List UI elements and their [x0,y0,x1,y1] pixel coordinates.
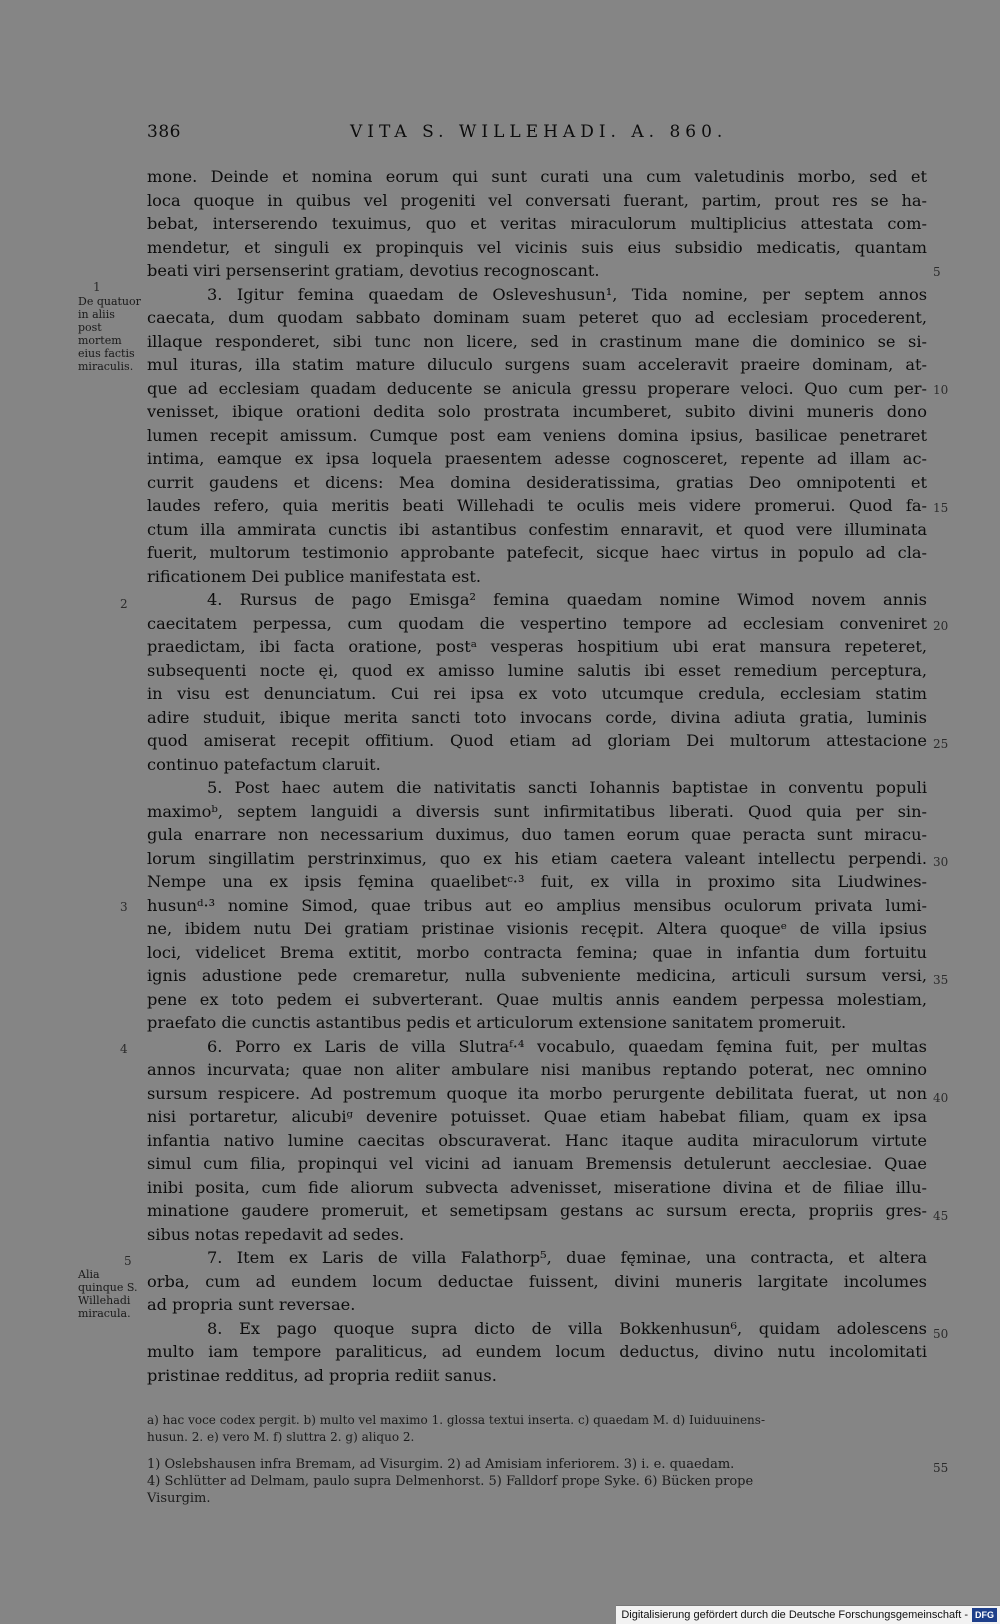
line-number: 50 [933,1327,949,1341]
text-line: ctum illa ammirata cunctis ibi astantibus confestim ennaravit, et quod vere illuminata [147,519,927,539]
apparatus-line: husun. 2. e) vero M. f) sluttra 2. g) aliquo 2. [147,1430,415,1444]
line-number: 20 [933,619,949,633]
critical-apparatus [147,1412,927,1446]
footnote-line: Visurgim. [147,1491,211,1506]
footnotes [147,1456,927,1507]
text-line: multo iam tempore paraliticus, ad eundem locum deductus, divino nutu incolomitati [147,1342,927,1361]
margin-number: 3 [120,900,128,914]
line-number: 40 [933,1091,949,1105]
text-line: laudes refero, quia meritis beati Willehadi te oculis meis videre promerui. Quod fa- [147,496,927,515]
margin-note: De quatuor in aliis post mortem eius factis miraculis. [78,295,141,373]
text-line: nisi portaretur, alicubiᵍ devenire potuisset. Quae etiam habebat filiam, quam ex ipsa [147,1107,927,1126]
margin-number: 2 [120,597,128,611]
text-line: pristinae redditus, ad propria rediit sanus. [147,1365,497,1385]
body-text [147,165,927,1387]
text-line: lumen recepit amissum. Cumque post eam veniens domina ipsius, basilicae penetraret [147,425,927,445]
text-line: husunᵈ·³ nomine Simod, quae tribus aut eo amplius mensibus oculorum privata lumi- [147,895,927,915]
text-line: inibi posita, cum fide aliorum subvecta advenisset, miseratione divina et de filiae illu- [147,1177,927,1197]
line-number: 15 [933,501,949,515]
text-line: Nempe una ex ipsis fęmina quaelibetᶜ·³ fuit, ex villa in proximo sita Liudwines- [147,872,927,891]
text-line: praefato die cunctis astantibus pedis et articulorum extensione sanitatem promeruit. [147,1013,847,1032]
dfg-logo: DFG [972,1608,997,1622]
text-line: ignis adustione pede cremaretur, nulla subveniente medicina, articuli sursum versi, [147,966,927,985]
digitization-footer [616,1605,1000,1624]
text-line: praedictam, ibi facta oratione, postᵃ vesperas hospitium ubi erat mansura repeteret, [147,637,927,656]
text-line: 7. Item ex Laris de villa Falathorp⁵, duae fęminae, una contracta, et altera [207,1248,927,1267]
line-number: 45 [933,1209,949,1223]
text-line: venisset, ibique orationi dedita solo prostrata incumberet, subito divini muneris dono [147,402,927,421]
text-line: annos incurvata; quae non aliter ambulare nisi manibus reptando poterat, nec omnino [147,1060,927,1079]
text-line: infantia nativo lumine caecitas obscuraverat. Hanc itaque audita miraculorum virtute [147,1130,927,1150]
text-line: lorum singillatim perstrinximus, quo ex his etiam caetera valeant intellectu perpendi. [147,848,927,868]
text-line: simul cum filia, propinqui vel vicini ad ianuam Bremensis detulerunt aecclesiae. Quae [147,1154,927,1173]
text-line: beati viri persenserint gratiam, devotius recognoscant. [147,261,600,280]
text-line: quod amiserat recepit offitium. Quod etiam ad gloriam Dei multorum attestacione [147,731,927,750]
text-line: que ad ecclesiam quadam deducente se anicula gressu properare veloci. Quo cum per- [147,378,927,398]
text-line: continuo patefactum claruit. [147,754,381,774]
footer-text: Digitalisierung gefördert durch die Deutsche Forschungsgemeinschaft - [621,1609,968,1621]
text-line: mul ituras, illa statim mature diluculo surgens suam acceleravit praeire dominam, at- [147,355,927,374]
text-line: bebat, interserendo texuimus, quo et veritas miraculorum multiplicius attestata com- [147,214,927,233]
text-line: 3. Igitur femina quaedam de Osleveshusun¹, Tida nomine, per septem annos [207,284,927,304]
text-line: orba, cum ad eundem locum deductae fuissent, divini muneris largitate incolumes [147,1271,927,1291]
text-line: ne, ibidem nutu Dei gratiam pristinae visionis recępit. Altera quoqueᵉ de villa ipsius [147,919,927,938]
line-number: 30 [933,855,949,869]
text-line: 8. Ex pago quoque supra dicto de villa Bokkenhusun⁶, quidam adolescens [207,1318,927,1338]
text-line: subsequenti nocte ęi, quod ex amisso lumine salutis ibi esset remedium perceptura, [147,660,927,680]
text-line: loca quoque in quibus vel progeniti vel conversati fuerant, partim, prout res se ha- [147,190,927,210]
footnote-line: 1) Oslebshausen infra Bremam, ad Visurgim. 2) ad Amisiam inferiorem. 3) i. e. quaedam. [147,1457,735,1472]
text-line: mone. Deinde et nomina eorum qui sunt curati una cum valetudinis morbo, sed et [147,167,927,186]
text-line: intima, eamque ex ipsa loquela praesentem adesse cognosceret, repente ad illam ac- [147,449,927,468]
apparatus-line: a) hac voce codex pergit. b) multo vel maximo 1. glossa textui inserta. c) quaedam M. d) Iuiduuinens- [147,1413,765,1427]
text-line: 5. Post haec autem die nativitatis sancti Iohannis baptistae in conventu populi [207,778,927,797]
text-line: loci, videlicet Brema extitit, morbo contracta femina; quae in infantia dum fortuitu [147,942,927,962]
text-line: minatione gaudere promeruit, et semetipsam gestans ac sursum erecta, propriis gres- [147,1201,927,1220]
text-line: gula enarrare non necessarium duximus, duo tamen eorum quae peracta sunt miracu- [147,825,927,844]
text-line: caecata, dum quodam sabbato dominam suam peteret quo ad ecclesiam procederent, [147,308,927,327]
text-line: sursum respicere. Ad postremum quoque ita morbo perurgente debilitata fuerat, ut non [147,1083,927,1103]
text-line: 6. Porro ex Laris de villa Slutraᶠ·⁴ vocabulo, quaedam fęmina fuit, per multas [207,1036,927,1056]
text-line: 4. Rursus de pago Emisga² femina quaedam nomine Wimod novem annis [207,590,927,609]
text-line: caecitatem perpessa, cum quodam die vespertino tempore ad ecclesiam conveniret [147,613,927,633]
text-line: mendetur, et singuli ex propinquis vel vicinis suis eius subsidio medicatis, quantam [147,237,927,257]
line-number: 55 [933,1461,949,1475]
text-line: adire studuit, ibique merita sancti toto invocans corde, divina adiuta gratia, luminis [147,707,927,727]
page-header [0,122,1000,146]
line-number: 35 [933,973,949,987]
text-line: currit gaudens et dicens: Mea domina desideratissima, gratias Deo omnipotenti et [147,472,927,492]
margin-number: 5 [124,1254,132,1268]
line-number: 10 [933,383,949,397]
text-line: sibus notas repedavit ad sedes. [147,1224,405,1244]
text-line: in visu est denunciatum. Cui rei ipsa ex voto utcumque credula, ecclesiam statim [147,684,927,703]
margin-note: Alia quinque S. Willehadi miracula. [78,1268,138,1320]
text-line: pene ex toto pedem ei subverterant. Quae multis annis eandem perpessa molestiam, [147,989,927,1009]
text-line: ad propria sunt reversae. [147,1295,356,1314]
page-number: 386 [147,122,181,142]
line-number: 5 [933,265,941,279]
text-line: illaque responderet, sibi tunc non licere, sed in crastinum mane die dominico se si- [147,331,927,351]
margin-number: 1 [93,280,101,294]
text-line: fuerit, multorum testimonio approbante patefecit, sicque haec virtus in populo ad cla- [147,543,927,562]
text-line: maximoᵇ, septem languidi a diversis sunt infirmitatibus liberati. Quod quia per sin- [147,801,927,821]
line-number: 25 [933,737,949,751]
text-line: rificationem Dei publice manifestata est. [147,566,482,586]
margin-number: 4 [120,1042,128,1056]
footnote-line: 4) Schlütter ad Delmam, paulo supra Delmenhorst. 5) Falldorf prope Syke. 6) Bücken prope [147,1474,754,1489]
running-head: VITA S. WILLEHADI. A. 860. [350,122,728,142]
